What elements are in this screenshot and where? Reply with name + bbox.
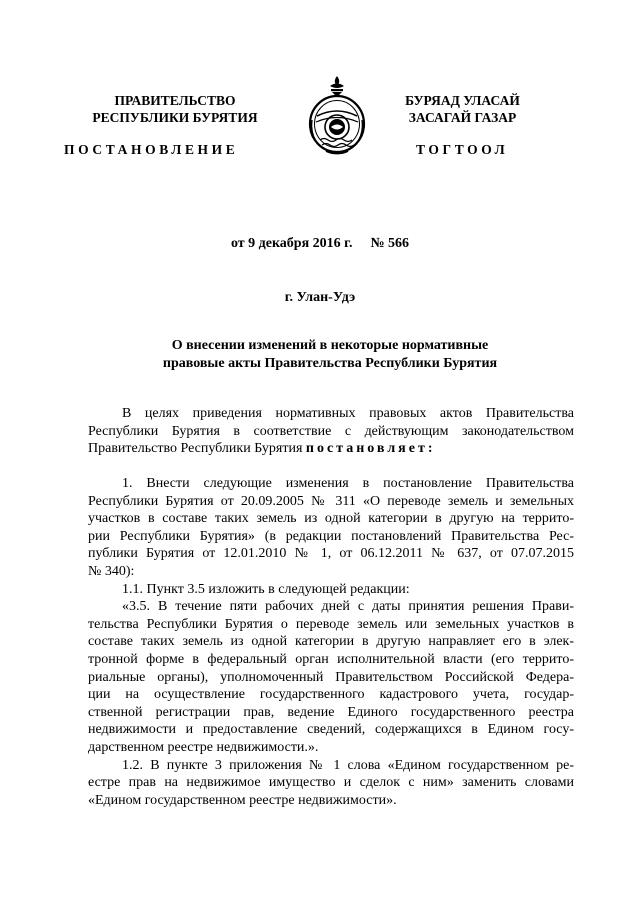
clause-line: составе таких земель из одной категории в другую направляет его в элек-: [88, 634, 574, 650]
clause-line: естре прав на недвижимое имущество и сделок с ним» заменить словами: [88, 775, 574, 791]
clause-line: дарственном реестре недвижимости.».: [88, 739, 319, 755]
clause-line: тельства Республики Бурятия о переводе земель или земельных участков в: [88, 616, 574, 632]
preamble-paragraph: [88, 405, 574, 458]
decree-date: от 9 декабря 2016 г.: [230, 236, 353, 251]
decree-city: г. Улан-Удэ: [284, 290, 356, 305]
resolves-word: постановляет:: [305, 441, 436, 457]
clause-line: «3.5. В течение пяти рабочих дней с даты принятия решения Прави-: [122, 599, 574, 615]
clause-line: Республики Бурятия от 20.09.2005 № 311 «О переводе земель и земельных: [88, 493, 574, 509]
decree-title: [60, 337, 600, 373]
soyombo-symbol: [330, 76, 344, 97]
government-name-ru-line: РЕСПУБЛИКИ БУРЯТИЯ: [92, 110, 258, 125]
clause-line: ственной регистрации прав, ведение Единого государственного реестра: [88, 704, 574, 720]
clause-line: «Едином государственном реестре недвижимости».: [88, 792, 397, 808]
decree-title-line: правовые акты Правительства Республики Бурятия: [162, 356, 498, 371]
clause-line: рии Республики Бурятия» (в редакции постановлений Правительства Рес-: [88, 528, 574, 544]
decree-type-ru: ПОСТАНОВЛЕНИЕ: [64, 142, 239, 157]
preamble-line: В целях приведения нормативных правовых актов Правительства: [122, 406, 574, 421]
preamble-line: [88, 440, 574, 458]
clauses-section: [88, 475, 574, 809]
decree-title-line: О внесении изменений в некоторые нормативные: [171, 338, 489, 353]
preamble-line: Республики Бурятия в соответствие с действующим законодательством: [88, 423, 574, 439]
clause-line: ции на осуществление государственного кадастрового учета, государ-: [88, 687, 574, 703]
government-name-ru-line: ПРАВИТЕЛЬСТВО: [114, 93, 236, 108]
clause-line: 1.1. Пункт 3.5 изложить в следующей редакции:: [122, 581, 410, 597]
clause-line: № 340):: [88, 563, 135, 579]
government-name-bua: [380, 92, 545, 126]
government-name-bua-line: БУРЯАД УЛАСАЙ: [405, 93, 520, 108]
clause-line: риальные органы), уполномоченный Правительством Российской Федера-: [88, 669, 574, 685]
government-name-ru: [55, 92, 295, 126]
clause-line: недвижимости и предоставление сведений, содержащихся в Едином госу-: [88, 722, 574, 738]
government-name-bua-line: ЗАСАГАЙ ГАЗАР: [408, 110, 517, 125]
decree-type-bua: ТОГТООЛ: [416, 142, 509, 157]
clause-line: тронной форме в федеральный орган исполнительной власти (его террито-: [88, 651, 574, 667]
clause-line: публики Бурятия от 12.01.2010 № 1, от 06.12.2011 № 637, от 07.07.2015: [88, 546, 574, 562]
decree-date-line: [0, 236, 640, 252]
clause-line: 1. Внести следующие изменения в постановление Правительства: [122, 476, 574, 491]
coat-of-arms-icon: [304, 72, 370, 156]
clause-line: участков в составе таких земель из одной категории в другую на террито-: [88, 511, 574, 527]
clause-line: 1.2. В пункте 3 приложения № 1 слова «Едином государственном ре-: [122, 757, 574, 773]
decree-number: № 566: [370, 236, 410, 251]
preamble-line-text: Правительство Республики Бурятия: [88, 441, 306, 457]
